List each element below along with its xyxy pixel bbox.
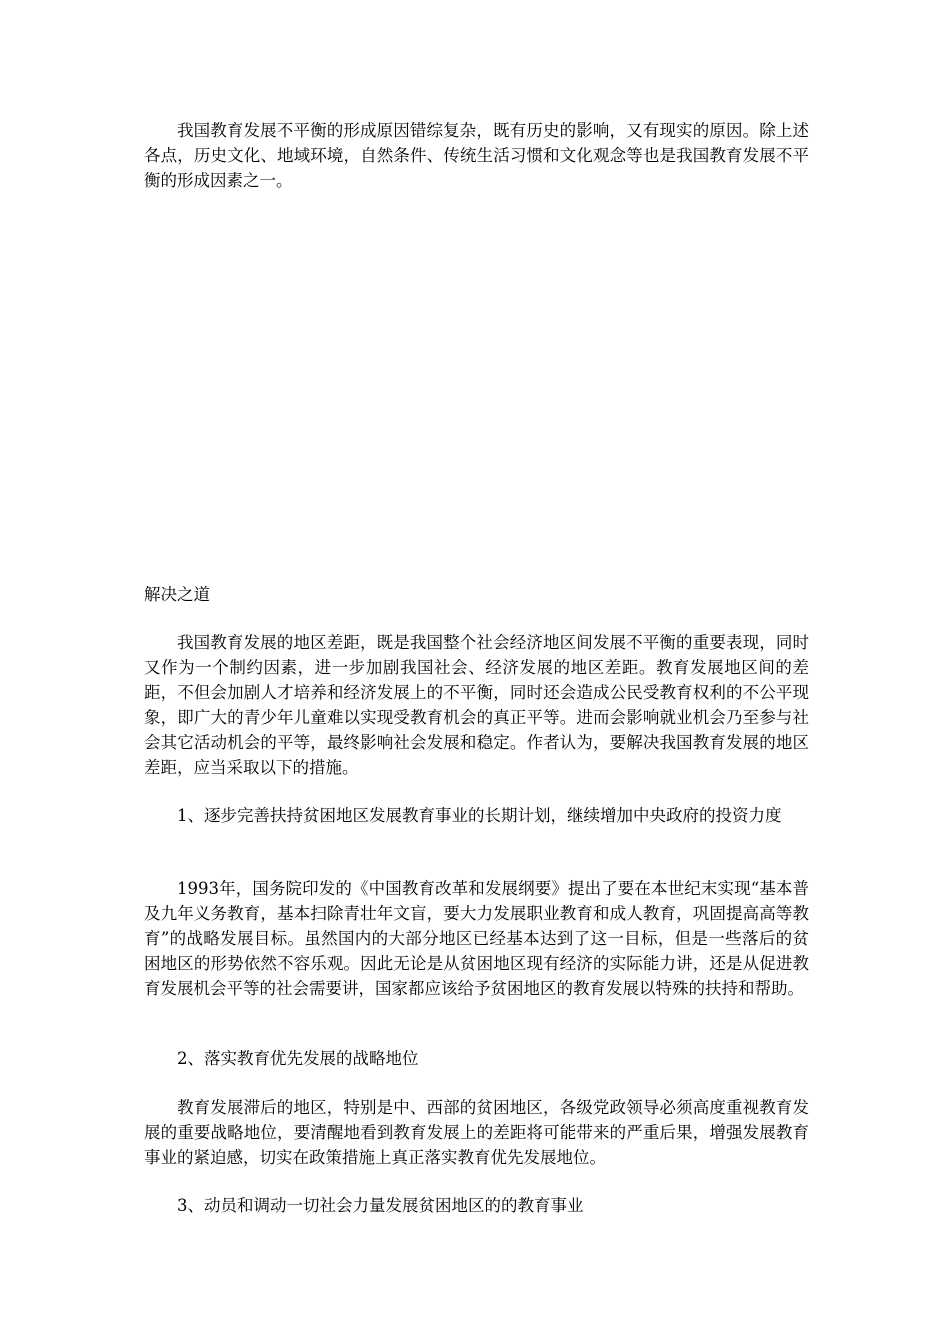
measure-2-heading: 2、落实教育优先发展的战略地位 (177, 1049, 419, 1068)
section-heading: 解决之道 (144, 585, 210, 604)
measure-3-heading: 3、动员和调动一切社会力量发展贫困地区的的教育事业 (177, 1196, 584, 1215)
measure-2-body: 教育发展滞后的地区，特别是中、西部的贫困地区，各级党政领导必须高度重视教育发展的重要战略地位，要清醒地看到教育发展上的差距将可能带来的严重后果，增强发展教育事业的紧迫感，切实在政策措施上真正落实教育优先发展地位。 (144, 1098, 809, 1167)
measure-1-heading: 1、逐步完善扶持贫困地区发展教育事业的长期计划，继续增加中央政府的投资力度 (177, 806, 782, 825)
measure-1-body: 1993年，国务院印发的《中国教育改革和发展纲要》提出了要在本世纪末实现“基本普及九年义务教育，基本扫除青壮年文盲，要大力发展职业教育和成人教育，巩固提高高等教育”的战略发展目标。虽然国内的大部分地区已经基本达到了这一目标，但是一些落后的贫困地区的形势依然不容乐观。因此无论是从贫困地区现有经济的实际能力讲，还是从促进教育发展机会平等的社会需要讲，国家都应该给予贫困地区的教育发展以特殊的扶持和帮助。 (144, 879, 809, 998)
intro-paragraph: 我国教育发展不平衡的形成原因错综复杂，既有历史的影响，又有现实的原因。除上述各点，历史文化、地域环境，自然条件、传统生活习惯和文化观念等也是我国教育发展不平衡的形成因素之一。 (144, 121, 809, 190)
paragraph-regional-gap: 我国教育发展的地区差距，既是我国整个社会经济地区间发展不平衡的重要表现，同时又作为一个制约因素，进一步加剧我国社会、经济发展的地区差距。教育发展地区间的差距，不但会加剧人才培养和经济发展上的不平衡，同时还会造成公民受教育权利的不公平现象，即广大的青少年儿童难以实现受教育机会的真正平等。进而会影响就业机会乃至参与社会其它活动机会的平等，最终影响社会发展和稳定。作者认为，要解决我国教育发展的地区差距，应当采取以下的措施。 (144, 633, 809, 777)
